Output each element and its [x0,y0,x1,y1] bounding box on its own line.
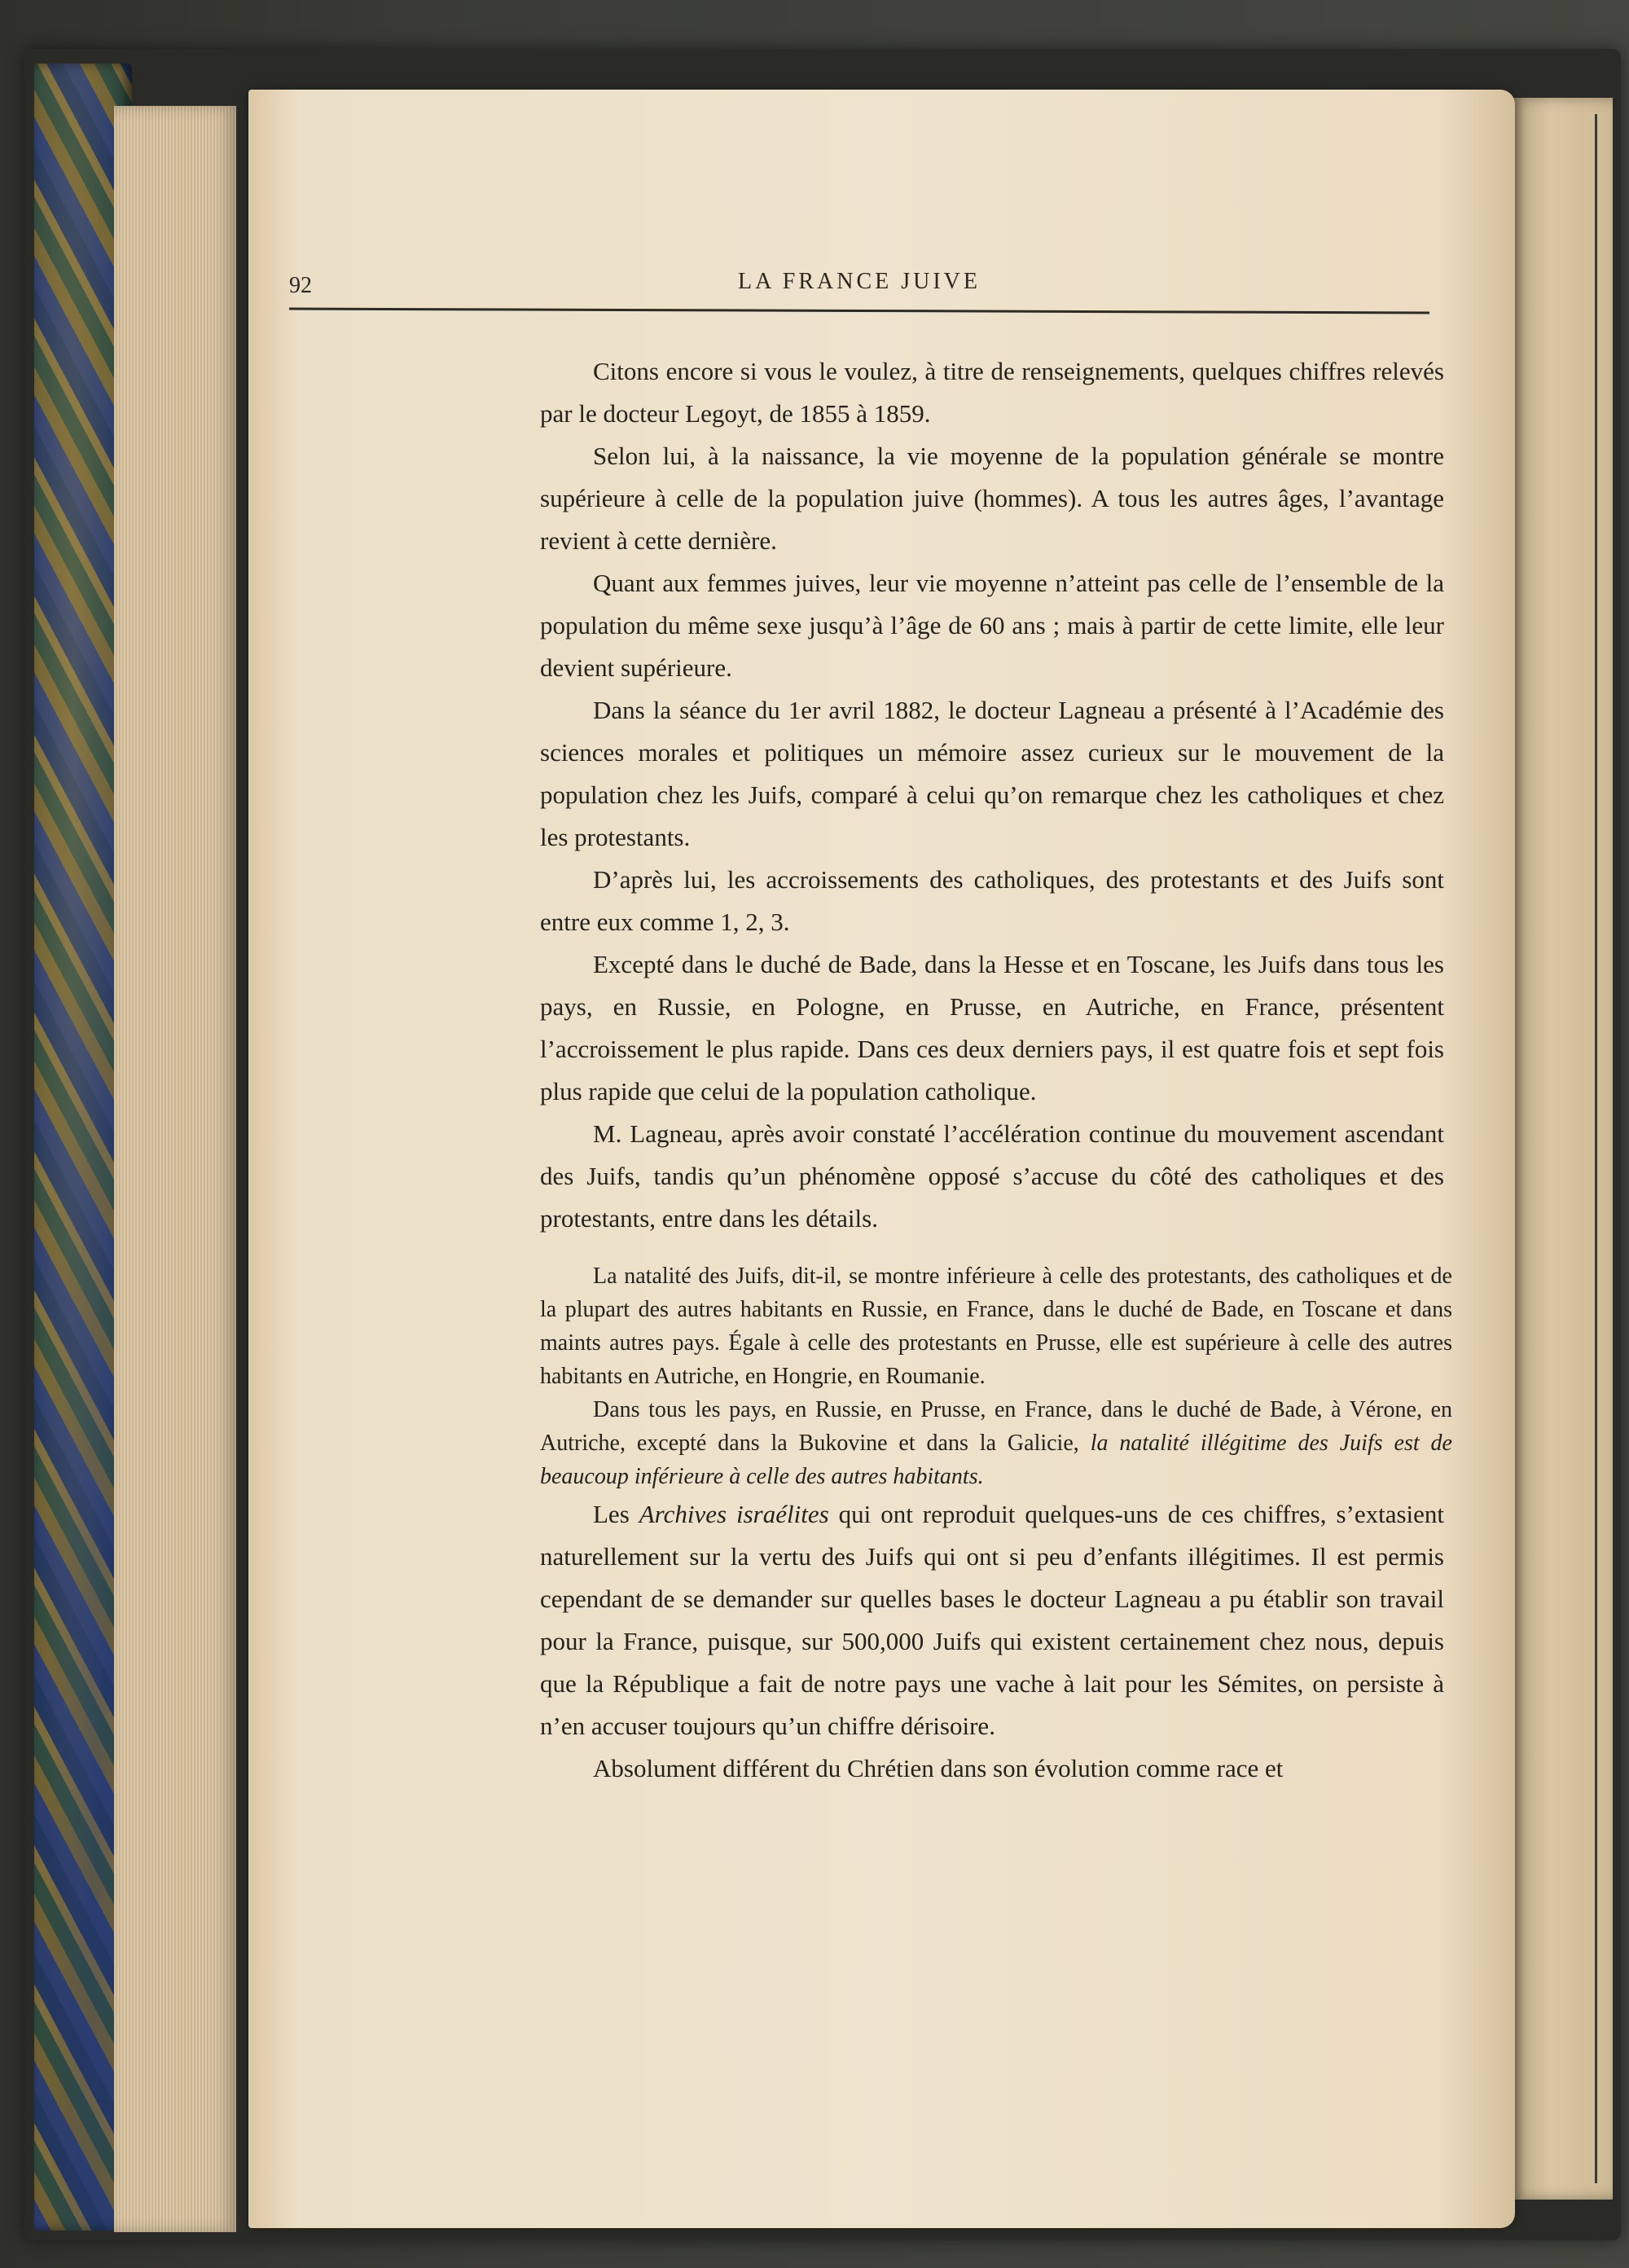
quote-paragraph-2 [540,1393,1452,1493]
paragraph-8 [540,1493,1444,1747]
archives-israelites-title: Archives israélites [639,1500,829,1528]
paragraph-3: Quant aux femmes juives, leur vie moyenne n’atteint pas celle de l’ensemble de la population du même sexe jusqu’à l’âge de 60 ans ; mais à partir de cette limite, elle leur devient supérieure. [540,569,1444,682]
quote-paragraph-1: La natalité des Juifs, dit-il, se montre inférieure à celle des protestants, des catholiques et de la plupart des autres habitants en Russie, en France, dans le duché de Bade, en Toscane et dans maints autres pays. Égale à celle des protestants en Prusse, elle est supérieure à celle des autres habitants en Autriche, en Hongrie, en Roumanie. [540,1264,1452,1389]
paragraph-1: Citons encore si vous le voulez, à titre de renseignements, quelques chiffres relevés par le docteur Legoyt, de 1855 à 1859. [540,357,1444,428]
paragraph-5: D’après lui, les accroissements des catholiques, des protestants et des Juifs sont entre eux comme 1, 2, 3. [540,865,1444,936]
page-number: 92 [289,273,312,298]
paragraph-7: M. Lagneau, après avoir constaté l’accélération continue du mouvement ascendant des Juifs, tandis qu’un phénomène opposé s’accuse du côté des catholiques et des protestants, entre dans les détails. [540,1119,1444,1233]
cover-edge-line [1595,114,1597,2183]
page-text [540,350,1452,1790]
paragraph-2: Selon lui, à la naissance, la vie moyenne de la population générale se montre supérieure à celle de la population juive (hommes). A tous les autres âges, l’avantage revient à cette dernière. [540,442,1444,555]
paragraph-8-rest: qui ont reproduit quelques-uns de ces chiffres, s’extasient naturellement sur la vertu des Juifs qui ont si peu d’enfants illégitimes. Il est permis cependant de se demander sur quelles bases le docteur Lagneau a pu établir son travail pour la France, puisque, sur 500,000 Juifs qui existent certainement chez nous, depuis que la République a fait de notre pays une vache à lait pour les Sémites, on persiste à n’en accuser toujours qu’un chiffre dérisoire. [540,1500,1445,1740]
running-title: LA FRANCE JUIVE [737,269,981,294]
quote-text: Dans tous les pays, en Russie, en Prusse, en France, dans le duché de Bade, à Vérone, en Autriche, excepté dans la Bukovine et dans la Galicie, [540,1397,1452,1456]
paragraph-6: Excepté dans le duché de Bade, dans la Hesse et en Toscane, les Juifs dans tous les pays, en Russie, en Pologne, en Prusse, en Autriche, en France, présentent l’accroissement le plus rapide. Dans ces deux derniers pays, il est quatre fois et sept fois plus rapide que celui de la population catholique. [540,950,1444,1105]
facing-page-edge [1511,98,1613,2200]
quote-italic-text: la natalité illégitime des Juifs est de beaucoup inférieure à celle des autres habitants. [540,1431,1452,1489]
paragraph-8-start: Les [593,1500,630,1528]
page-edges [114,106,236,2232]
running-head [289,187,1429,298]
paragraph-4: Dans la séance du 1er avril 1882, le docteur Lagneau a présenté à l’Académie des sciences morales et politiques un mémoire assez curieux sur le mouvement de la population chez les Juifs, comparé à celui qu’on remarque chez les catholiques et chez les protestants. [540,696,1444,851]
quoted-passage [540,1259,1452,1493]
paragraph-9: Absolument différent du Chrétien dans son évolution comme race et [593,1754,1284,1782]
